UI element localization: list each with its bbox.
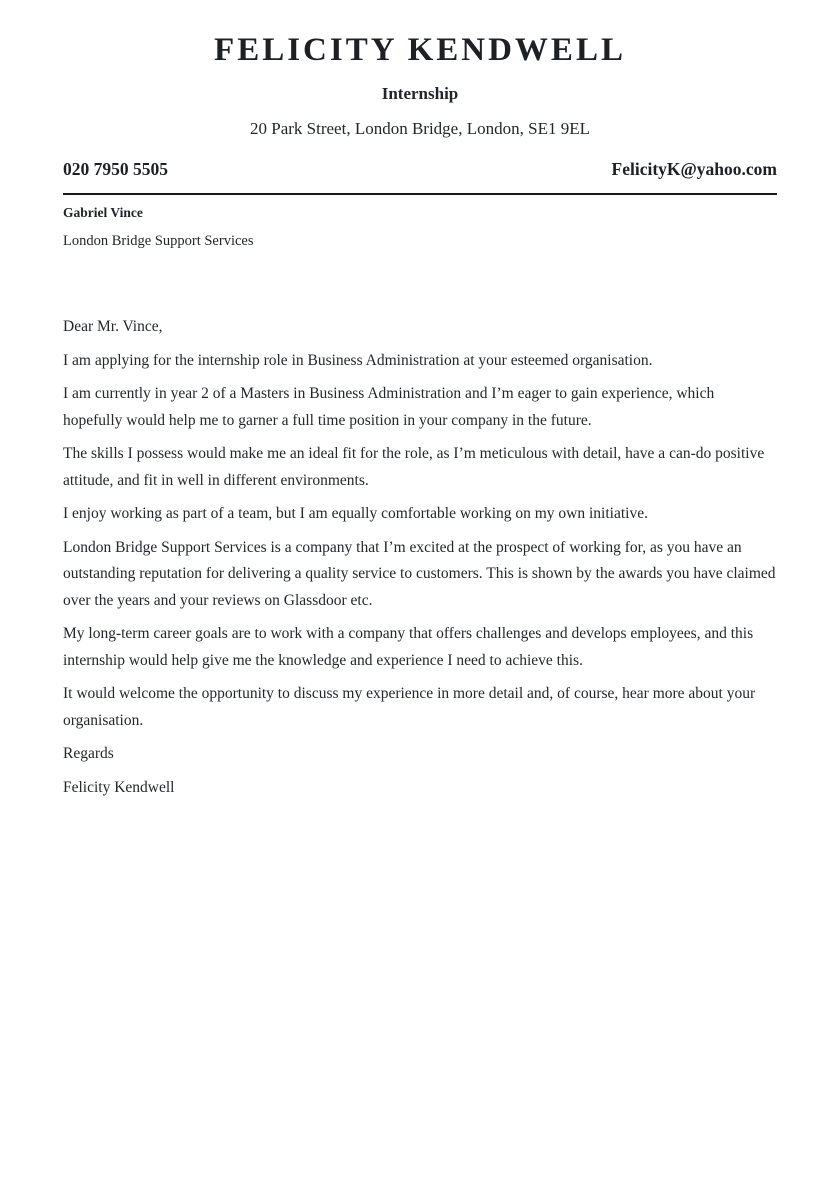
letter-paragraph: I enjoy working as part of a team, but I am equally comfortable working on my own initiative. (63, 505, 648, 523)
contact-row (63, 159, 777, 180)
phone-number: 020 7950 5505 (63, 159, 168, 180)
candidate-name-heading: FELICITY KENDWELL (214, 32, 626, 68)
email-address: FelicityK@yahoo.com (611, 159, 777, 180)
letter-body (63, 314, 777, 801)
letter-paragraph: My long-term career goals are to work with a company that offers challenges and develops employees, and this internship would help give me the knowledge and experience I need to achieve this. (63, 625, 754, 669)
letter-paragraph: It would welcome the opportunity to discuss my experience in more detail and, of course, hear more about your organisation. (63, 685, 756, 729)
recipient-company: London Bridge Support Services (63, 233, 254, 250)
letter-paragraph: London Bridge Support Services is a company that I’m excited at the prospect of working for, as you have an outstanding reputation for delivering a quality service to customers. This is shown by the awards you have claimed over the years and your reviews on Glassdoor etc. (63, 538, 776, 609)
header-divider-rule (63, 193, 777, 195)
job-title: Internship (381, 84, 459, 104)
candidate-address: 20 Park Street, London Bridge, London, SE1 9EL (250, 119, 590, 139)
recipient-block (63, 205, 777, 250)
letter-paragraph: The skills I possess would make me an ideal fit for the role, as I’m meticulous with detail, have a can-do positive attitude, and fit in well in different environments. (63, 445, 765, 489)
letter-paragraph: I am currently in year 2 of a Masters in Business Administration and I’m eager to gain experience, which hopefully would help me to garner a full time position in your company in the future. (63, 385, 715, 429)
letter-paragraph: I am applying for the internship role in Business Administration at your esteemed organisation. (63, 351, 653, 369)
recipient-name: Gabriel Vince (63, 205, 143, 221)
letter-header (63, 32, 777, 195)
closing: Regards (63, 745, 114, 763)
salutation: Dear Mr. Vince, (63, 318, 163, 336)
signature-name: Felicity Kendwell (63, 778, 175, 796)
